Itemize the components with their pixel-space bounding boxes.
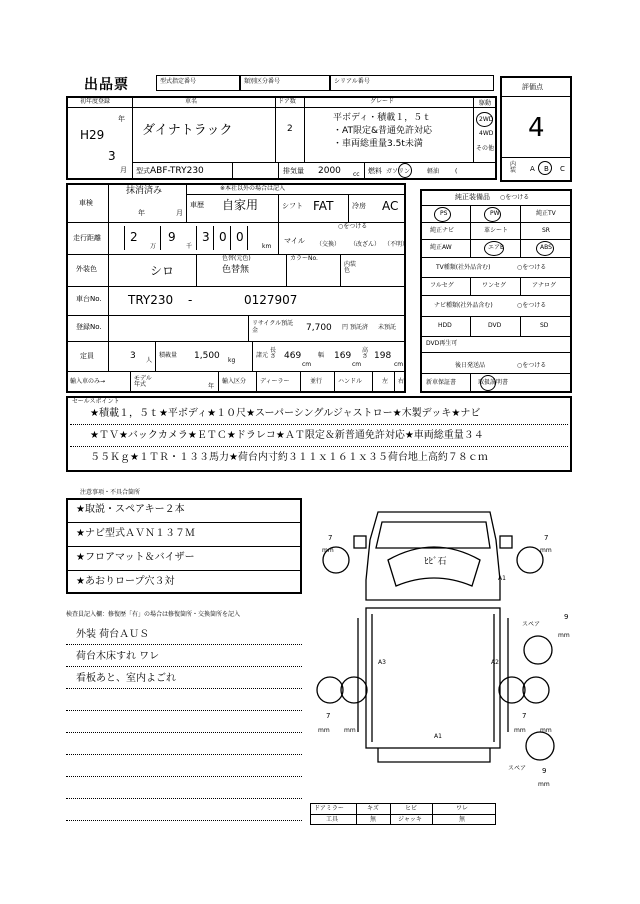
navi-hdd[interactable]: HDD: [438, 322, 452, 329]
history-value: 自家用: [222, 198, 259, 212]
damage-mark-a3: A3: [378, 659, 386, 666]
load-unit: kg: [228, 357, 236, 364]
tire-front-right-mm: mm: [540, 547, 552, 554]
divider: [186, 194, 406, 195]
equip-airbag[interactable]: エアB: [488, 244, 505, 251]
handle-left[interactable]: 左: [382, 378, 389, 385]
drive-4wd[interactable]: 4WD: [479, 130, 494, 137]
selling-point-line-3: ５５Ｋｇ★１ＴＲ・１３３馬力★荷台内寸約３１１ｘ１６１ｘ３５荷台地上高約７８ｃｍ: [90, 452, 488, 463]
width-label: 幅: [318, 352, 325, 359]
selected-circle: [476, 112, 493, 127]
width-cm: cm: [352, 361, 362, 368]
divider: [364, 162, 365, 180]
divider: [520, 277, 521, 295]
exterior-color-value: シロ: [150, 264, 175, 278]
length-value: 469: [284, 351, 302, 361]
equip-abs[interactable]: ABS: [540, 244, 552, 251]
divider: [196, 254, 197, 286]
tv-analog[interactable]: アナログ: [532, 282, 557, 289]
divider: [310, 814, 496, 815]
divider: [500, 96, 572, 97]
model-label: 型式: [136, 167, 150, 175]
divider: [108, 183, 109, 371]
doors-label: ドア数: [278, 98, 296, 105]
history-note: ※本社以外の場合は記入: [220, 185, 286, 192]
legend-header-mirror: ドアミラー: [314, 805, 344, 812]
model-year-label: モデル年式: [134, 375, 152, 388]
import-dealer[interactable]: ディーラー: [260, 378, 290, 385]
first-reg-label: 初年度登録: [80, 98, 111, 105]
divider: [132, 96, 133, 180]
fuel-label: 燃料: [368, 167, 382, 175]
equip-sr[interactable]: SR: [542, 227, 550, 234]
spare-depth-1: 9: [564, 613, 569, 621]
load-value: 1,500: [194, 351, 220, 361]
width-value: 169: [334, 351, 352, 361]
new-warranty[interactable]: 新車保証書: [426, 379, 457, 386]
note-line-4: ★あおりロープ穴３対: [76, 576, 175, 587]
divider: [66, 776, 302, 777]
tire-front-left-mm: mm: [322, 547, 334, 554]
navi-circle-note: ○をつける: [517, 302, 547, 309]
color-changed-value: 色替無: [222, 265, 250, 275]
divider: [66, 341, 406, 342]
tire-rear-right-mm: mm: [540, 727, 552, 734]
divider: [218, 371, 219, 393]
divider: [473, 96, 474, 162]
divider: [66, 732, 302, 733]
navi-sd[interactable]: SD: [540, 322, 549, 329]
later-circle-note: ○をつける: [517, 362, 547, 369]
tv-oneseg[interactable]: ワンセグ: [482, 282, 507, 289]
divider: [66, 570, 302, 571]
drive-2wd[interactable]: 2WD: [479, 116, 494, 123]
later-label: 後日発送品: [455, 362, 486, 369]
divider: [420, 277, 572, 278]
selected-circle: [480, 375, 496, 391]
mileage-digit-2: 9: [168, 230, 176, 244]
vehicle-name: ダイナトラック: [142, 123, 233, 138]
fuel-other[interactable]: (: [455, 168, 458, 175]
divider: [278, 222, 279, 254]
divider: [470, 316, 471, 336]
selected-circle: [434, 207, 451, 222]
tv-label: TV種類(社外品含む): [436, 264, 491, 271]
handle-label: ハンドル: [338, 378, 363, 385]
inspection-year-unit: 年: [138, 209, 145, 217]
note-line-2: ★ナビ型式ＡＶＮ１３７Ｍ: [76, 528, 195, 539]
inspection-month-unit: 月: [176, 209, 183, 217]
interior-option-b[interactable]: B: [544, 165, 549, 173]
meter-tampered[interactable]: （改ざん）: [350, 241, 381, 248]
divider: [520, 316, 521, 336]
tire-front-left-depth: 7: [328, 534, 333, 542]
divider: [66, 688, 302, 689]
equip-ps[interactable]: PS: [440, 210, 448, 217]
divider: [420, 205, 572, 206]
capacity-value: 3: [130, 351, 136, 361]
mileage-digit-5: 0: [236, 230, 244, 244]
month-unit: 月: [120, 166, 127, 174]
mileage-circle-note: ○をつける: [338, 223, 368, 230]
mileage-digit-4: 0: [219, 230, 227, 244]
color-original-label: 色替(元色): [222, 255, 251, 262]
legend-header-break: ワレ: [456, 805, 469, 812]
chassis-prefix: TRY230: [128, 293, 174, 307]
tire-rear-left-depth: 7: [326, 712, 331, 720]
cc-unit: cc: [353, 171, 360, 178]
inspection-label: 車検: [79, 199, 93, 207]
interior-color-label: 内装色: [344, 261, 357, 274]
legend-value-1: 無: [370, 816, 377, 823]
tire-rear-right-depth: 7: [522, 712, 527, 720]
import-type-label: 輸入区分: [222, 378, 247, 385]
inspector-line-2: 荷台木床すれ ワレ: [76, 651, 160, 662]
note-line-1: ★取説・スペアキー２本: [76, 504, 185, 515]
displacement-label: 排気量: [283, 167, 304, 175]
inspector-line-3: 看板あと、室内よごれ: [76, 673, 176, 684]
shift-value: FAT: [313, 199, 334, 213]
equip-aw[interactable]: 純正AW: [430, 244, 452, 251]
genuine-circle-note: ○をつける: [500, 194, 530, 201]
grade-line-2: ・AT限定&普通免許対応: [333, 126, 432, 136]
spare-depth-2: 9: [542, 767, 547, 775]
exterior-color-label: 外装色: [76, 265, 97, 273]
damage-mark-a1-front: A1: [498, 575, 506, 582]
manual[interactable]: 取扱説明書: [478, 379, 509, 386]
tire-rear-right-inner-mm: mm: [514, 727, 526, 734]
note-line-3: ★フロアマット＆バイザー: [76, 552, 195, 563]
ac-value: AC: [382, 199, 399, 213]
divider: [66, 286, 406, 287]
fuel-gasoline[interactable]: ガソリン: [386, 168, 411, 175]
divider: [348, 194, 349, 222]
legend-value-tools: 工具: [326, 816, 339, 823]
tire-rear-left-inner-mm: mm: [344, 727, 356, 734]
tire-rear-left-mm: mm: [318, 727, 330, 734]
recycle-undeposit[interactable]: 未預託: [378, 324, 397, 331]
selling-point-line-2: ★ＴＶ★バックカメラ★ＥＴＣ★ドラレコ★ＡＴ限定＆新普通免許対応★車両総重量３４: [90, 430, 484, 441]
divider: [66, 754, 302, 755]
divider: [66, 798, 302, 799]
divider: [278, 162, 279, 180]
history-label: 車歴: [190, 201, 204, 209]
divider: [247, 226, 248, 250]
chassis-dash: -: [188, 293, 193, 307]
recycle-amount: 7,700: [306, 323, 332, 333]
divider: [420, 373, 572, 374]
import-label: 輸入車のみ→: [70, 378, 106, 385]
recycle-yen: 円: [342, 324, 349, 331]
spare-label-1: スペア: [522, 621, 541, 628]
divider: [70, 424, 568, 425]
score-label: 評価点: [522, 83, 543, 91]
navi-label: ナビ種類(社外品含む): [434, 302, 493, 309]
divider: [420, 295, 572, 296]
name-label: 車名: [185, 98, 198, 105]
first-reg-month: 3: [108, 149, 116, 163]
selected-circle: [398, 163, 412, 178]
divider: [340, 254, 341, 286]
divider: [196, 226, 197, 250]
ac-label: 冷房: [352, 202, 366, 210]
dim-label: 諸元: [256, 352, 269, 359]
divider: [66, 546, 302, 547]
score-value: 4: [528, 113, 545, 143]
divider: [278, 194, 279, 222]
divider: [66, 522, 302, 523]
equip-pw[interactable]: PW: [490, 210, 500, 217]
divider: [66, 820, 302, 821]
import-parallel[interactable]: 並行: [310, 378, 323, 385]
drive-label: 駆動: [479, 100, 492, 107]
mileage-digit-1: 2: [130, 230, 138, 244]
notes-label: 注意事項・不具合箇所: [80, 489, 141, 496]
divider: [286, 254, 287, 286]
interior-option-a[interactable]: A: [530, 165, 535, 173]
color-number-label: カラーNo.: [290, 255, 318, 262]
sen-unit: 千: [186, 243, 193, 250]
divider: [420, 336, 572, 337]
divider: [300, 371, 301, 393]
grade-line-1: 平ボディ・積載１，５ｔ: [333, 113, 432, 123]
meter-label: マイル: [284, 237, 305, 245]
reg-no-label: 登録No.: [76, 323, 102, 331]
divider: [470, 205, 471, 257]
mileage-digit-3: 3: [202, 230, 210, 244]
divider: [356, 803, 357, 825]
chassis-label: 車台No.: [76, 295, 102, 303]
legend-value-2: 無: [459, 816, 466, 823]
tv-fullseg[interactable]: フルセグ: [430, 282, 454, 289]
dvd-playable[interactable]: DVD再生可: [426, 340, 458, 347]
page-title: 出品票: [84, 77, 129, 93]
selected-circle: [536, 241, 554, 256]
divider: [230, 226, 231, 250]
divider: [304, 96, 305, 162]
divider: [470, 373, 471, 393]
man-unit: 万: [150, 243, 157, 250]
divider: [66, 371, 406, 372]
length-cm: cm: [302, 361, 312, 368]
divider: [66, 710, 302, 711]
legend-value-jack: ジャッキ: [398, 816, 422, 823]
fuel-diesel[interactable]: 軽油: [427, 168, 440, 175]
drive-other[interactable]: その他: [476, 145, 495, 152]
equip-leather[interactable]: 革シート: [484, 227, 509, 234]
year-unit: 年: [118, 115, 125, 123]
door-count: 2: [287, 124, 293, 134]
class-no-label: 類別区分番号: [244, 78, 281, 85]
divider: [394, 371, 395, 393]
vehicle-damage-diagram: [300, 500, 580, 800]
divider: [420, 316, 572, 317]
divider: [470, 277, 471, 295]
handle-right[interactable]: 右: [398, 378, 405, 385]
windshield-damage: ﾋﾋﾞ石: [424, 557, 447, 567]
selected-circle: [484, 207, 501, 222]
damage-mark-a1-rear: A1: [434, 733, 442, 740]
divider: [432, 803, 433, 825]
inspector-label: 検査員記入欄：修復歴「有」の場合は修復箇所・交換箇所を記入: [66, 611, 241, 618]
divider: [66, 315, 406, 316]
divider: [132, 162, 497, 163]
grade-line-3: ・車両総重量3.5t未満: [333, 139, 423, 149]
height-cm: cm: [394, 361, 404, 368]
serial-label: シリアル番号: [334, 78, 370, 85]
spare-mm-1: mm: [558, 632, 570, 639]
mileage-label: 走行距離: [73, 234, 101, 242]
tv-circle-note: ○をつける: [517, 264, 547, 271]
damage-mark-a2: A2: [491, 659, 499, 666]
divider: [186, 183, 187, 222]
recycle-label: リサイクル預託金: [252, 320, 294, 335]
divider: [256, 371, 257, 393]
length-label: 長さ: [270, 347, 277, 360]
grade-label: グレード: [370, 98, 395, 105]
equip-navi[interactable]: 純正ナビ: [430, 227, 455, 234]
divider: [232, 162, 233, 180]
capacity-label: 定員: [80, 352, 94, 360]
divider: [252, 341, 253, 371]
recycle-deposit[interactable]: 預託済: [350, 324, 369, 331]
displacement-value: 2000: [318, 166, 341, 176]
divider: [248, 315, 249, 341]
divider: [70, 446, 568, 447]
km-unit: km: [262, 243, 272, 250]
navi-dvd[interactable]: DVD: [488, 322, 502, 329]
divider: [275, 96, 276, 162]
interior-label: 内装: [510, 161, 517, 174]
divider: [420, 222, 572, 223]
selected-circle: [538, 161, 552, 175]
divider: [66, 644, 302, 645]
divider: [390, 803, 391, 825]
divider: [500, 157, 572, 158]
first-reg-year: H29: [80, 128, 105, 142]
inspection-value: 抹消済み: [126, 186, 163, 196]
tire-front-right-depth: 7: [544, 534, 549, 542]
shift-label: シフト: [282, 202, 303, 210]
selected-circle: [484, 241, 504, 256]
divider: [334, 371, 335, 393]
import-year-unit: 年: [208, 383, 215, 390]
selling-point-line-1: ★積載１，５ｔ★平ボディ★１０尺★スーパーシングルジャストロー★木製デッキ★ナビ: [90, 408, 481, 419]
genuine-label: 純正装備品: [455, 193, 490, 201]
height-value: 198: [374, 351, 392, 361]
divider: [160, 226, 161, 250]
inspector-line-1: 外装 荷台ＡＵＳ: [76, 629, 150, 640]
divider: [66, 107, 497, 108]
load-label: 積載量: [159, 352, 178, 359]
divider: [420, 352, 572, 353]
divider: [520, 205, 521, 257]
legend-header-crack: ヒビ: [405, 805, 418, 812]
equip-tv[interactable]: 純正TV: [536, 210, 556, 217]
selling-points-label: セールスポイント: [72, 398, 120, 405]
meter-exchange[interactable]: （交換）: [316, 241, 341, 248]
type-no-label: 型式指定番号: [160, 78, 197, 85]
meter-unknown[interactable]: （不明）: [384, 241, 409, 248]
spare-mm-2: mm: [538, 781, 550, 788]
interior-option-c[interactable]: C: [560, 165, 565, 173]
capacity-unit: 人: [146, 357, 153, 364]
divider: [130, 371, 131, 393]
height-label: 高さ: [362, 347, 369, 360]
divider: [213, 226, 214, 250]
divider: [420, 257, 572, 258]
model-value: ABF-TRY230: [150, 166, 204, 176]
divider: [66, 666, 302, 667]
divider: [372, 371, 373, 393]
spare-label-2: スペア: [508, 765, 527, 772]
divider: [124, 226, 125, 250]
divider: [155, 341, 156, 371]
chassis-number: 0127907: [244, 293, 298, 307]
divider: [420, 239, 572, 240]
legend-header-scratch: キズ: [367, 805, 379, 812]
